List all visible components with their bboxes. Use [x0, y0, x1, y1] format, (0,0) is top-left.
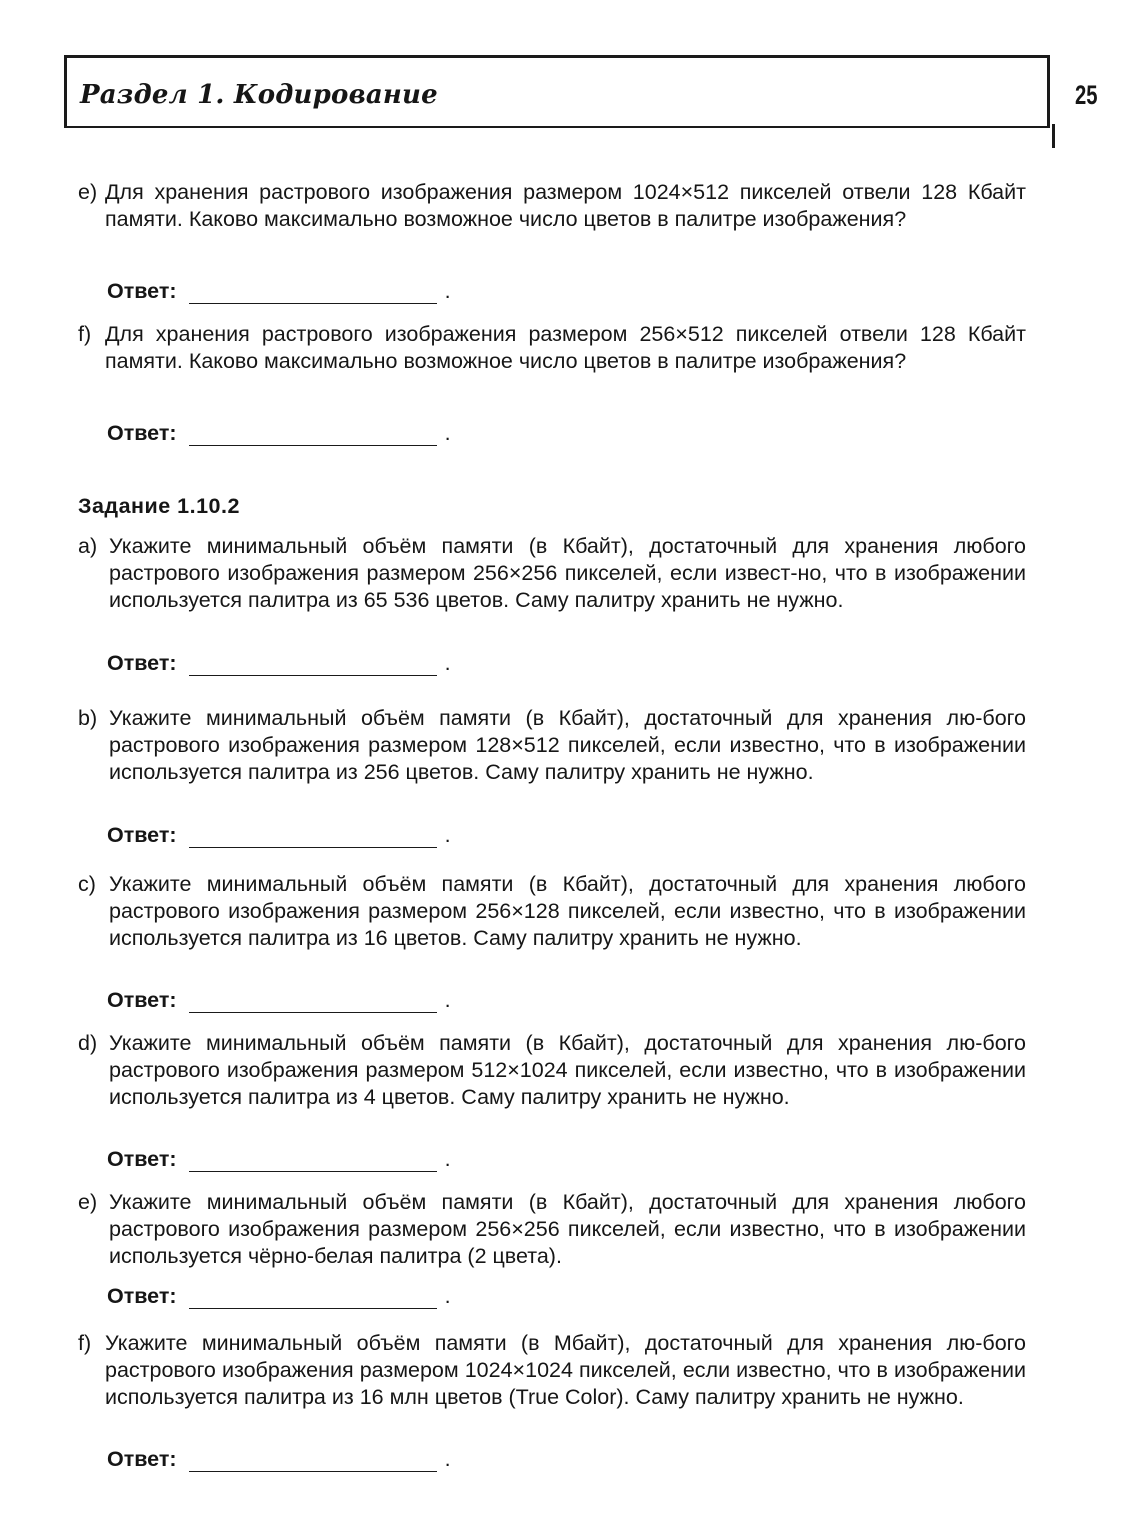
answer-label: Ответ:: [107, 279, 177, 303]
answer-row: [107, 421, 451, 449]
question-item: [78, 705, 1026, 786]
answer-dot: .: [444, 279, 451, 303]
answer-dot: .: [444, 1284, 451, 1308]
question-letter: c): [78, 872, 96, 896]
page-number: 25: [1075, 80, 1098, 110]
answer-dot: .: [444, 823, 451, 847]
question-item: [78, 871, 1026, 952]
question-letter: f): [78, 322, 92, 346]
question-letter: f): [78, 1331, 92, 1355]
question-item: [78, 1330, 1026, 1411]
answer-dot: .: [444, 988, 451, 1012]
answer-label: Ответ:: [107, 823, 177, 847]
question-text: Для хранения растрового изображения размером 1024×512 пикселей отвели 128 Кбайт памяти. Каково максимально возможное число цветов в палитре изображения?: [105, 180, 1026, 231]
answer-blank[interactable]: [189, 990, 437, 1013]
question-text: Укажите минимальный объём памяти (в Кбайт), достаточный для хранения любого растрового изображения размером 256×256 пикселей, если извест-но, что в изображении используется палитра из 65 536 цветов. Саму палитру хранить не нужно.: [109, 534, 1026, 612]
answer-row: [107, 279, 451, 307]
answer-dot: .: [444, 421, 451, 445]
answer-blank[interactable]: [189, 1449, 437, 1472]
answer-blank[interactable]: [189, 825, 437, 848]
task-heading: Задание 1.10.2: [78, 494, 240, 518]
answer-row: [107, 1447, 451, 1475]
question-letter: e): [78, 180, 98, 204]
question-item: [78, 1189, 1026, 1270]
answer-row: [107, 823, 451, 851]
question-item: [78, 533, 1026, 614]
question-item: [78, 1030, 1026, 1111]
question-text: Укажите минимальный объём памяти (в Кбайт), достаточный для хранения любого растрового изображения размером 256×128 пикселей, если известно, что в изображении используется палитра из 16 цветов. Саму палитру хранить не нужно.: [109, 872, 1026, 950]
answer-dot: .: [444, 1447, 451, 1471]
answer-label: Ответ:: [107, 1284, 177, 1308]
answer-blank[interactable]: [189, 1286, 437, 1309]
answer-label: Ответ:: [107, 988, 177, 1012]
question-text: Укажите минимальный объём памяти (в Кбайт), достаточный для хранения любого растрового изображения размером 256×256 пикселей, если известно, что в изображении используется чёрно-белая палитра (2 цвета).: [109, 1190, 1026, 1268]
answer-row: [107, 1147, 451, 1175]
question-text: Для хранения растрового изображения размером 256×512 пикселей отвели 128 Кбайт памяти. Каково максимально возможное число цветов в палитре изображения?: [105, 322, 1026, 373]
question-letter: d): [78, 1031, 98, 1055]
answer-label: Ответ:: [107, 1447, 177, 1471]
answer-blank[interactable]: [189, 281, 437, 304]
answer-row: [107, 988, 451, 1016]
question-text: Укажите минимальный объём памяти (в Мбайт), достаточный для хранения лю-бого растрового изображения размером 1024×1024 пикселей, если известно, что в изображении используется палитра из 16 млн цветов (True Color). Саму палитру хранить не нужно.: [105, 1331, 1026, 1409]
section-title: Раздел 1. Кодирование: [80, 80, 438, 110]
answer-label: Ответ:: [107, 1147, 177, 1171]
question-text: Укажите минимальный объём памяти (в Кбайт), достаточный для хранения лю-бого растрового изображения размером 512×1024 пикселей, если известно, что в изображении используется палитра из 4 цветов. Саму палитру хранить не нужно.: [109, 1031, 1026, 1109]
answer-dot: .: [444, 1147, 451, 1171]
answer-row: [107, 651, 451, 679]
answer-dot: .: [444, 651, 451, 675]
answer-row: [107, 1284, 451, 1312]
question-letter: b): [78, 706, 98, 730]
header-frame-tail: [1052, 124, 1055, 148]
answer-label: Ответ:: [107, 651, 177, 675]
question-letter: e): [78, 1190, 98, 1214]
question-item: [78, 179, 1026, 233]
answer-blank[interactable]: [189, 423, 437, 446]
answer-label: Ответ:: [107, 421, 177, 445]
question-letter: a): [78, 534, 98, 558]
question-item: [78, 321, 1026, 375]
answer-blank[interactable]: [189, 1149, 437, 1172]
answer-blank[interactable]: [189, 653, 437, 676]
question-text: Укажите минимальный объём памяти (в Кбайт), достаточный для хранения лю-бого растрового изображения размером 128×512 пикселей, если известно, что в изображении используется палитра из 256 цветов. Саму палитру хранить не нужно.: [109, 706, 1026, 784]
